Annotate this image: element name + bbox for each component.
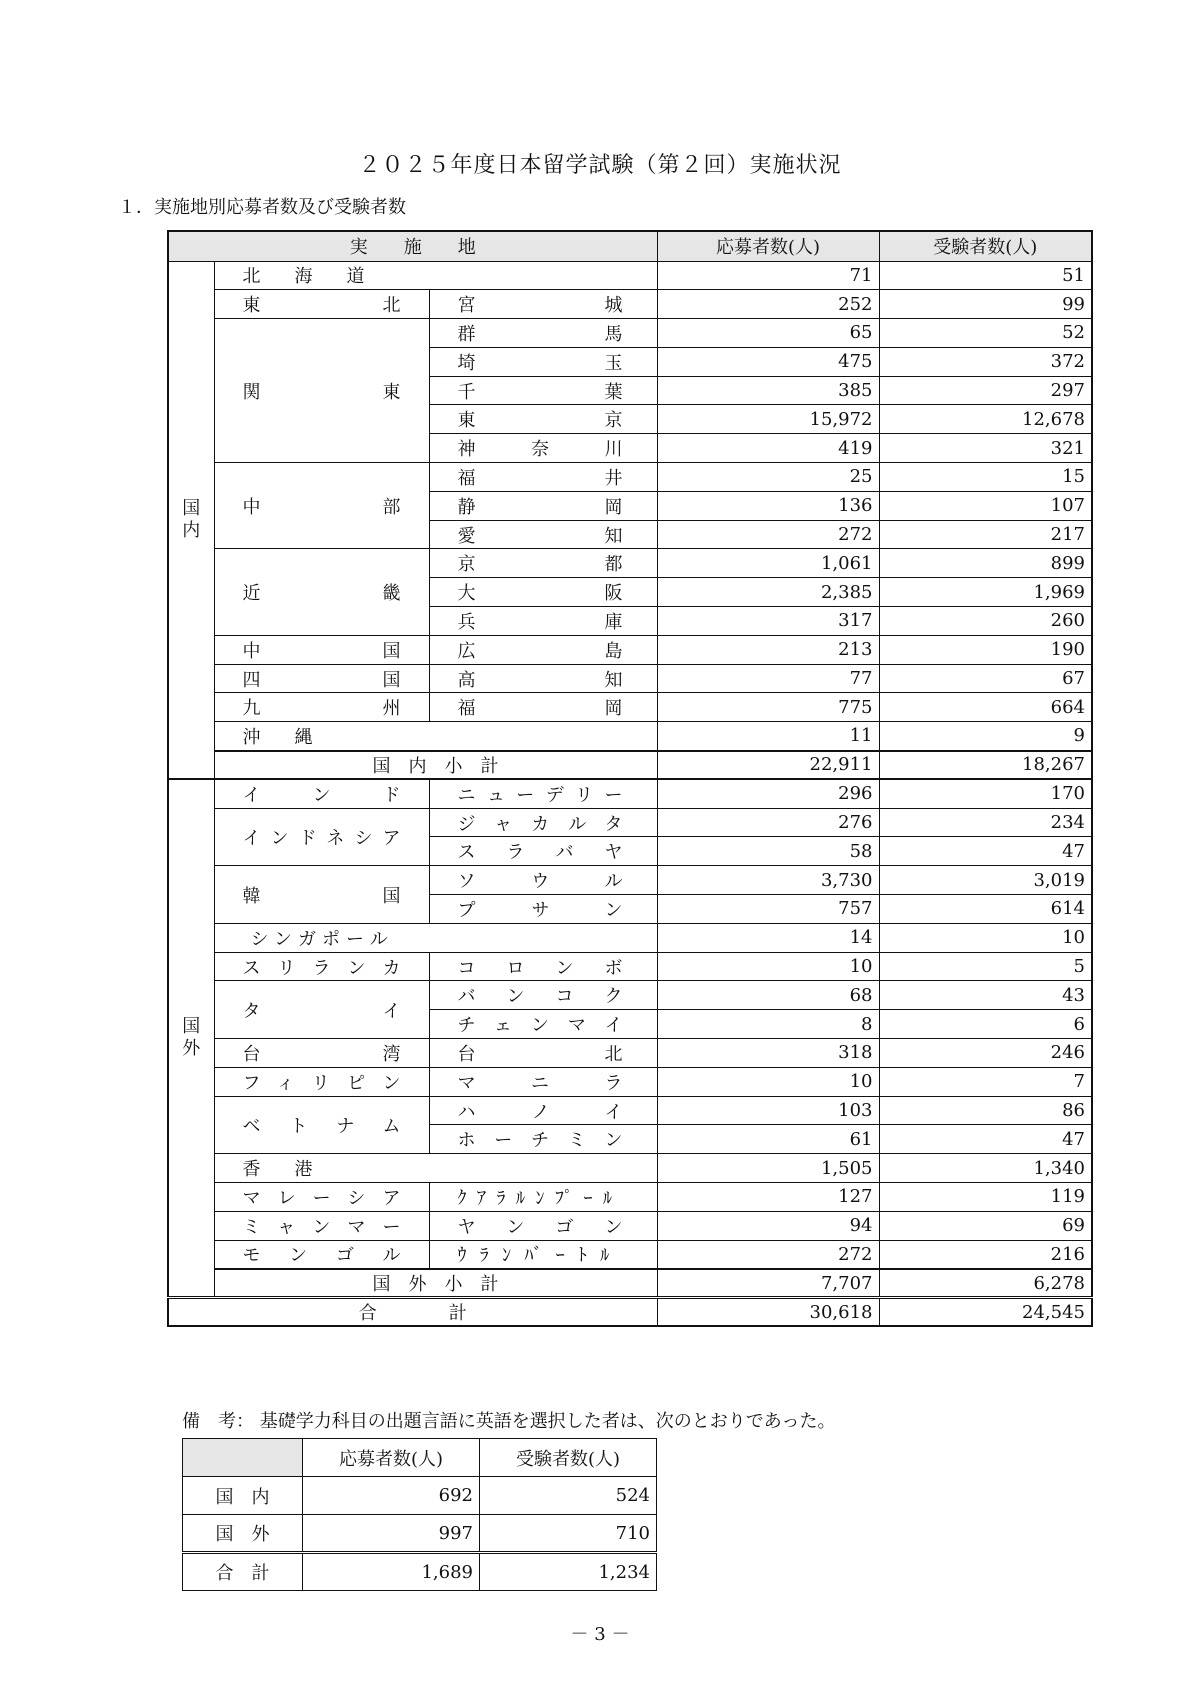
- city-cell: 京都: [429, 549, 657, 578]
- region-cell: 中国: [214, 635, 429, 664]
- subtotal-applicants: 7,707: [657, 1269, 879, 1298]
- applicants-cell: 1,061: [657, 549, 879, 578]
- applicants-cell: 296: [657, 779, 879, 808]
- city-cell: 福岡: [429, 693, 657, 722]
- english-row-examinees: 524: [480, 1477, 657, 1515]
- applicants-cell: 272: [657, 1240, 879, 1269]
- applicants-cell: 272: [657, 520, 879, 549]
- applicants-cell: 2,385: [657, 578, 879, 607]
- table-row: [168, 866, 1092, 895]
- examinees-cell: 372: [879, 347, 1092, 376]
- city-cell: 宮城: [429, 290, 657, 319]
- city-cell: 兵庫: [429, 607, 657, 636]
- city-cell: 高知: [429, 664, 657, 693]
- english-row-label: 国 外: [183, 1515, 303, 1553]
- subtotal-examinees: 6,278: [879, 1269, 1092, 1298]
- table-row: [168, 290, 1092, 319]
- city-cell: 埼玉: [429, 347, 657, 376]
- category-text: 国外: [182, 1016, 201, 1060]
- table-row: [168, 1211, 1092, 1240]
- city-cell: コロンボ: [429, 952, 657, 981]
- examinees-cell: 216: [879, 1240, 1092, 1269]
- city-cell: 福井: [429, 463, 657, 492]
- note-text: 備 考： 基礎学力科目の出題言語に英語を選択した者は、次のとおりであった。: [182, 1411, 836, 1432]
- english-row-applicants: 692: [303, 1477, 480, 1515]
- region-cell: フィリピン: [214, 1067, 429, 1096]
- examinees-cell: 3,019: [879, 866, 1092, 895]
- applicants-cell: 276: [657, 808, 879, 837]
- exam-status-table: [167, 230, 1093, 1327]
- applicants-cell: 10: [657, 952, 879, 981]
- region-cell: 香港: [214, 1154, 657, 1183]
- examinees-cell: 234: [879, 808, 1092, 837]
- region-cell: シンガポール: [214, 923, 657, 952]
- grand-total-label: 合 計: [168, 1298, 657, 1327]
- city-cell: プサン: [429, 895, 657, 924]
- city-cell: スラバヤ: [429, 837, 657, 866]
- examinees-cell: 614: [879, 895, 1092, 924]
- table-row: [168, 981, 1092, 1010]
- english-row-overseas: [183, 1515, 657, 1553]
- examinees-cell: 15: [879, 463, 1092, 492]
- applicants-cell: 213: [657, 635, 879, 664]
- examinees-cell: 43: [879, 981, 1092, 1010]
- english-total-row: [183, 1553, 657, 1591]
- examinees-cell: 170: [879, 779, 1092, 808]
- applicants-cell: 68: [657, 981, 879, 1010]
- region-cell: 中部: [214, 463, 429, 549]
- applicants-cell: 318: [657, 1039, 879, 1068]
- examinees-cell: 107: [879, 491, 1092, 520]
- domestic-section: [168, 261, 1092, 779]
- examinees-cell: 1,340: [879, 1154, 1092, 1183]
- city-cell: ｸｱﾗﾙﾝﾌﾟｰﾙ: [429, 1183, 657, 1212]
- region-cell: 九州: [214, 693, 429, 722]
- examinees-cell: 99: [879, 290, 1092, 319]
- table-row: [168, 693, 1092, 722]
- overseas-subtotal-row: [168, 1269, 1092, 1298]
- examinees-cell: 86: [879, 1096, 1092, 1125]
- table-row: [168, 1096, 1092, 1125]
- examinees-cell: 67: [879, 664, 1092, 693]
- grand-total-applicants: 30,618: [657, 1298, 879, 1327]
- city-cell: 神奈川: [429, 434, 657, 463]
- subtotal-applicants: 22,911: [657, 751, 879, 780]
- region-cell: 関東: [214, 319, 429, 463]
- region-cell: ミャンマー: [214, 1211, 429, 1240]
- table-row: [168, 1154, 1092, 1183]
- examinees-cell: 119: [879, 1183, 1092, 1212]
- city-cell: 大阪: [429, 578, 657, 607]
- table-row: [168, 319, 1092, 348]
- applicants-cell: 10: [657, 1067, 879, 1096]
- examinees-cell: 47: [879, 1125, 1092, 1154]
- applicants-cell: 385: [657, 376, 879, 405]
- page-title: ２０２５年度日本留学試験（第２回）実施状況: [358, 153, 842, 178]
- examinees-cell: 52: [879, 319, 1092, 348]
- domestic-subtotal-row: [168, 751, 1092, 780]
- examinees-cell: 7: [879, 1067, 1092, 1096]
- domestic-category-label: [168, 261, 214, 779]
- region-cell: 東北: [214, 290, 429, 319]
- english-total-label: 合 計: [183, 1553, 303, 1591]
- examinees-cell: 12,678: [879, 405, 1092, 434]
- applicants-cell: 71: [657, 261, 879, 290]
- page-number: － 3 －: [570, 1624, 630, 1645]
- applicants-cell: 1,505: [657, 1154, 879, 1183]
- table-row: [168, 664, 1092, 693]
- subtotal-examinees: 18,267: [879, 751, 1092, 780]
- examinees-cell: 9: [879, 722, 1092, 751]
- applicants-cell: 252: [657, 290, 879, 319]
- grand-total-row: [168, 1298, 1092, 1327]
- examinees-cell: 297: [879, 376, 1092, 405]
- city-cell: バンコク: [429, 981, 657, 1010]
- overseas-section: [168, 779, 1092, 1297]
- city-cell: 広島: [429, 635, 657, 664]
- city-cell: ニューデリー: [429, 779, 657, 808]
- table-row: [168, 549, 1092, 578]
- table-row: [168, 463, 1092, 492]
- city-cell: ｳﾗﾝﾊﾞｰﾄﾙ: [429, 1240, 657, 1269]
- subtotal-label: 国 外 小 計: [214, 1269, 657, 1298]
- examinees-cell: 190: [879, 635, 1092, 664]
- english-total-examinees: 1,234: [480, 1553, 657, 1591]
- applicants-cell: 317: [657, 607, 879, 636]
- table-row: [168, 635, 1092, 664]
- region-cell: 四国: [214, 664, 429, 693]
- city-cell: 東京: [429, 405, 657, 434]
- city-cell: チェンマイ: [429, 1010, 657, 1039]
- applicants-cell: 3,730: [657, 866, 879, 895]
- table-row: [168, 808, 1092, 837]
- table-row: [168, 923, 1092, 952]
- examinees-cell: 10: [879, 923, 1092, 952]
- applicants-cell: 419: [657, 434, 879, 463]
- applicants-cell: 14: [657, 923, 879, 952]
- table-row: [168, 722, 1092, 751]
- english-header-examinees: 受験者数(人): [480, 1439, 657, 1477]
- city-cell: ホーチミン: [429, 1125, 657, 1154]
- region-cell: モンゴル: [214, 1240, 429, 1269]
- region-cell: 韓国: [214, 866, 429, 924]
- table-row: [168, 1067, 1092, 1096]
- city-cell: 台北: [429, 1039, 657, 1068]
- examinees-cell: 321: [879, 434, 1092, 463]
- city-cell: マニラ: [429, 1067, 657, 1096]
- region-cell: インドネシア: [214, 808, 429, 866]
- region-cell: 近畿: [214, 549, 429, 635]
- applicants-cell: 8: [657, 1010, 879, 1039]
- applicants-cell: 475: [657, 347, 879, 376]
- city-cell: ソウル: [429, 866, 657, 895]
- english-total-applicants: 1,689: [303, 1553, 480, 1591]
- region-cell: タイ: [214, 981, 429, 1039]
- applicants-cell: 103: [657, 1096, 879, 1125]
- city-cell: 愛知: [429, 520, 657, 549]
- region-cell: 北海道: [214, 261, 657, 290]
- examinees-cell: 6: [879, 1010, 1092, 1039]
- applicants-cell: 11: [657, 722, 879, 751]
- english-row-domestic: [183, 1477, 657, 1515]
- examinees-cell: 51: [879, 261, 1092, 290]
- region-cell: マレーシア: [214, 1183, 429, 1212]
- header-examinees: 受験者数(人): [879, 231, 1092, 261]
- city-cell: ヤンゴン: [429, 1211, 657, 1240]
- table-row: [168, 261, 1092, 290]
- applicants-cell: 15,972: [657, 405, 879, 434]
- english-language-table: [182, 1438, 657, 1591]
- table-row: [168, 779, 1092, 808]
- region-cell: ベトナム: [214, 1096, 429, 1154]
- applicants-cell: 77: [657, 664, 879, 693]
- city-cell: 静岡: [429, 491, 657, 520]
- overseas-category-label: [168, 779, 214, 1297]
- examinees-cell: 664: [879, 693, 1092, 722]
- table-row: [168, 1039, 1092, 1068]
- section-heading: １．実施地別応募者数及び受験者数: [118, 197, 406, 218]
- region-cell: スリランカ: [214, 952, 429, 981]
- examinees-cell: 69: [879, 1211, 1092, 1240]
- city-cell: ジャカルタ: [429, 808, 657, 837]
- english-row-examinees: 710: [480, 1515, 657, 1553]
- applicants-cell: 25: [657, 463, 879, 492]
- applicants-cell: 61: [657, 1125, 879, 1154]
- english-header-applicants: 応募者数(人): [303, 1439, 480, 1477]
- city-cell: 千葉: [429, 376, 657, 405]
- header-applicants: 応募者数(人): [657, 231, 879, 261]
- english-row-label: 国 内: [183, 1477, 303, 1515]
- table-row: [168, 1240, 1092, 1269]
- table-header-row: [168, 231, 1092, 261]
- applicants-cell: 757: [657, 895, 879, 924]
- applicants-cell: 65: [657, 319, 879, 348]
- table-row: [168, 952, 1092, 981]
- region-cell: インド: [214, 779, 429, 808]
- applicants-cell: 775: [657, 693, 879, 722]
- examinees-cell: 217: [879, 520, 1092, 549]
- examinees-cell: 260: [879, 607, 1092, 636]
- region-cell: 台湾: [214, 1039, 429, 1068]
- examinees-cell: 246: [879, 1039, 1092, 1068]
- english-row-applicants: 997: [303, 1515, 480, 1553]
- city-cell: ハノイ: [429, 1096, 657, 1125]
- applicants-cell: 136: [657, 491, 879, 520]
- region-cell: 沖縄: [214, 722, 657, 751]
- examinees-cell: 47: [879, 837, 1092, 866]
- category-text: 国内: [182, 497, 201, 541]
- english-header-row: [183, 1439, 657, 1477]
- city-cell: 群馬: [429, 319, 657, 348]
- grand-total-examinees: 24,545: [879, 1298, 1092, 1327]
- applicants-cell: 94: [657, 1211, 879, 1240]
- examinees-cell: 899: [879, 549, 1092, 578]
- applicants-cell: 127: [657, 1183, 879, 1212]
- subtotal-label: 国 内 小 計: [214, 751, 657, 780]
- header-place: 実 施 地: [168, 231, 657, 261]
- english-header-blank: [183, 1439, 303, 1477]
- examinees-cell: 5: [879, 952, 1092, 981]
- table-row: [168, 1183, 1092, 1212]
- examinees-cell: 1,969: [879, 578, 1092, 607]
- applicants-cell: 58: [657, 837, 879, 866]
